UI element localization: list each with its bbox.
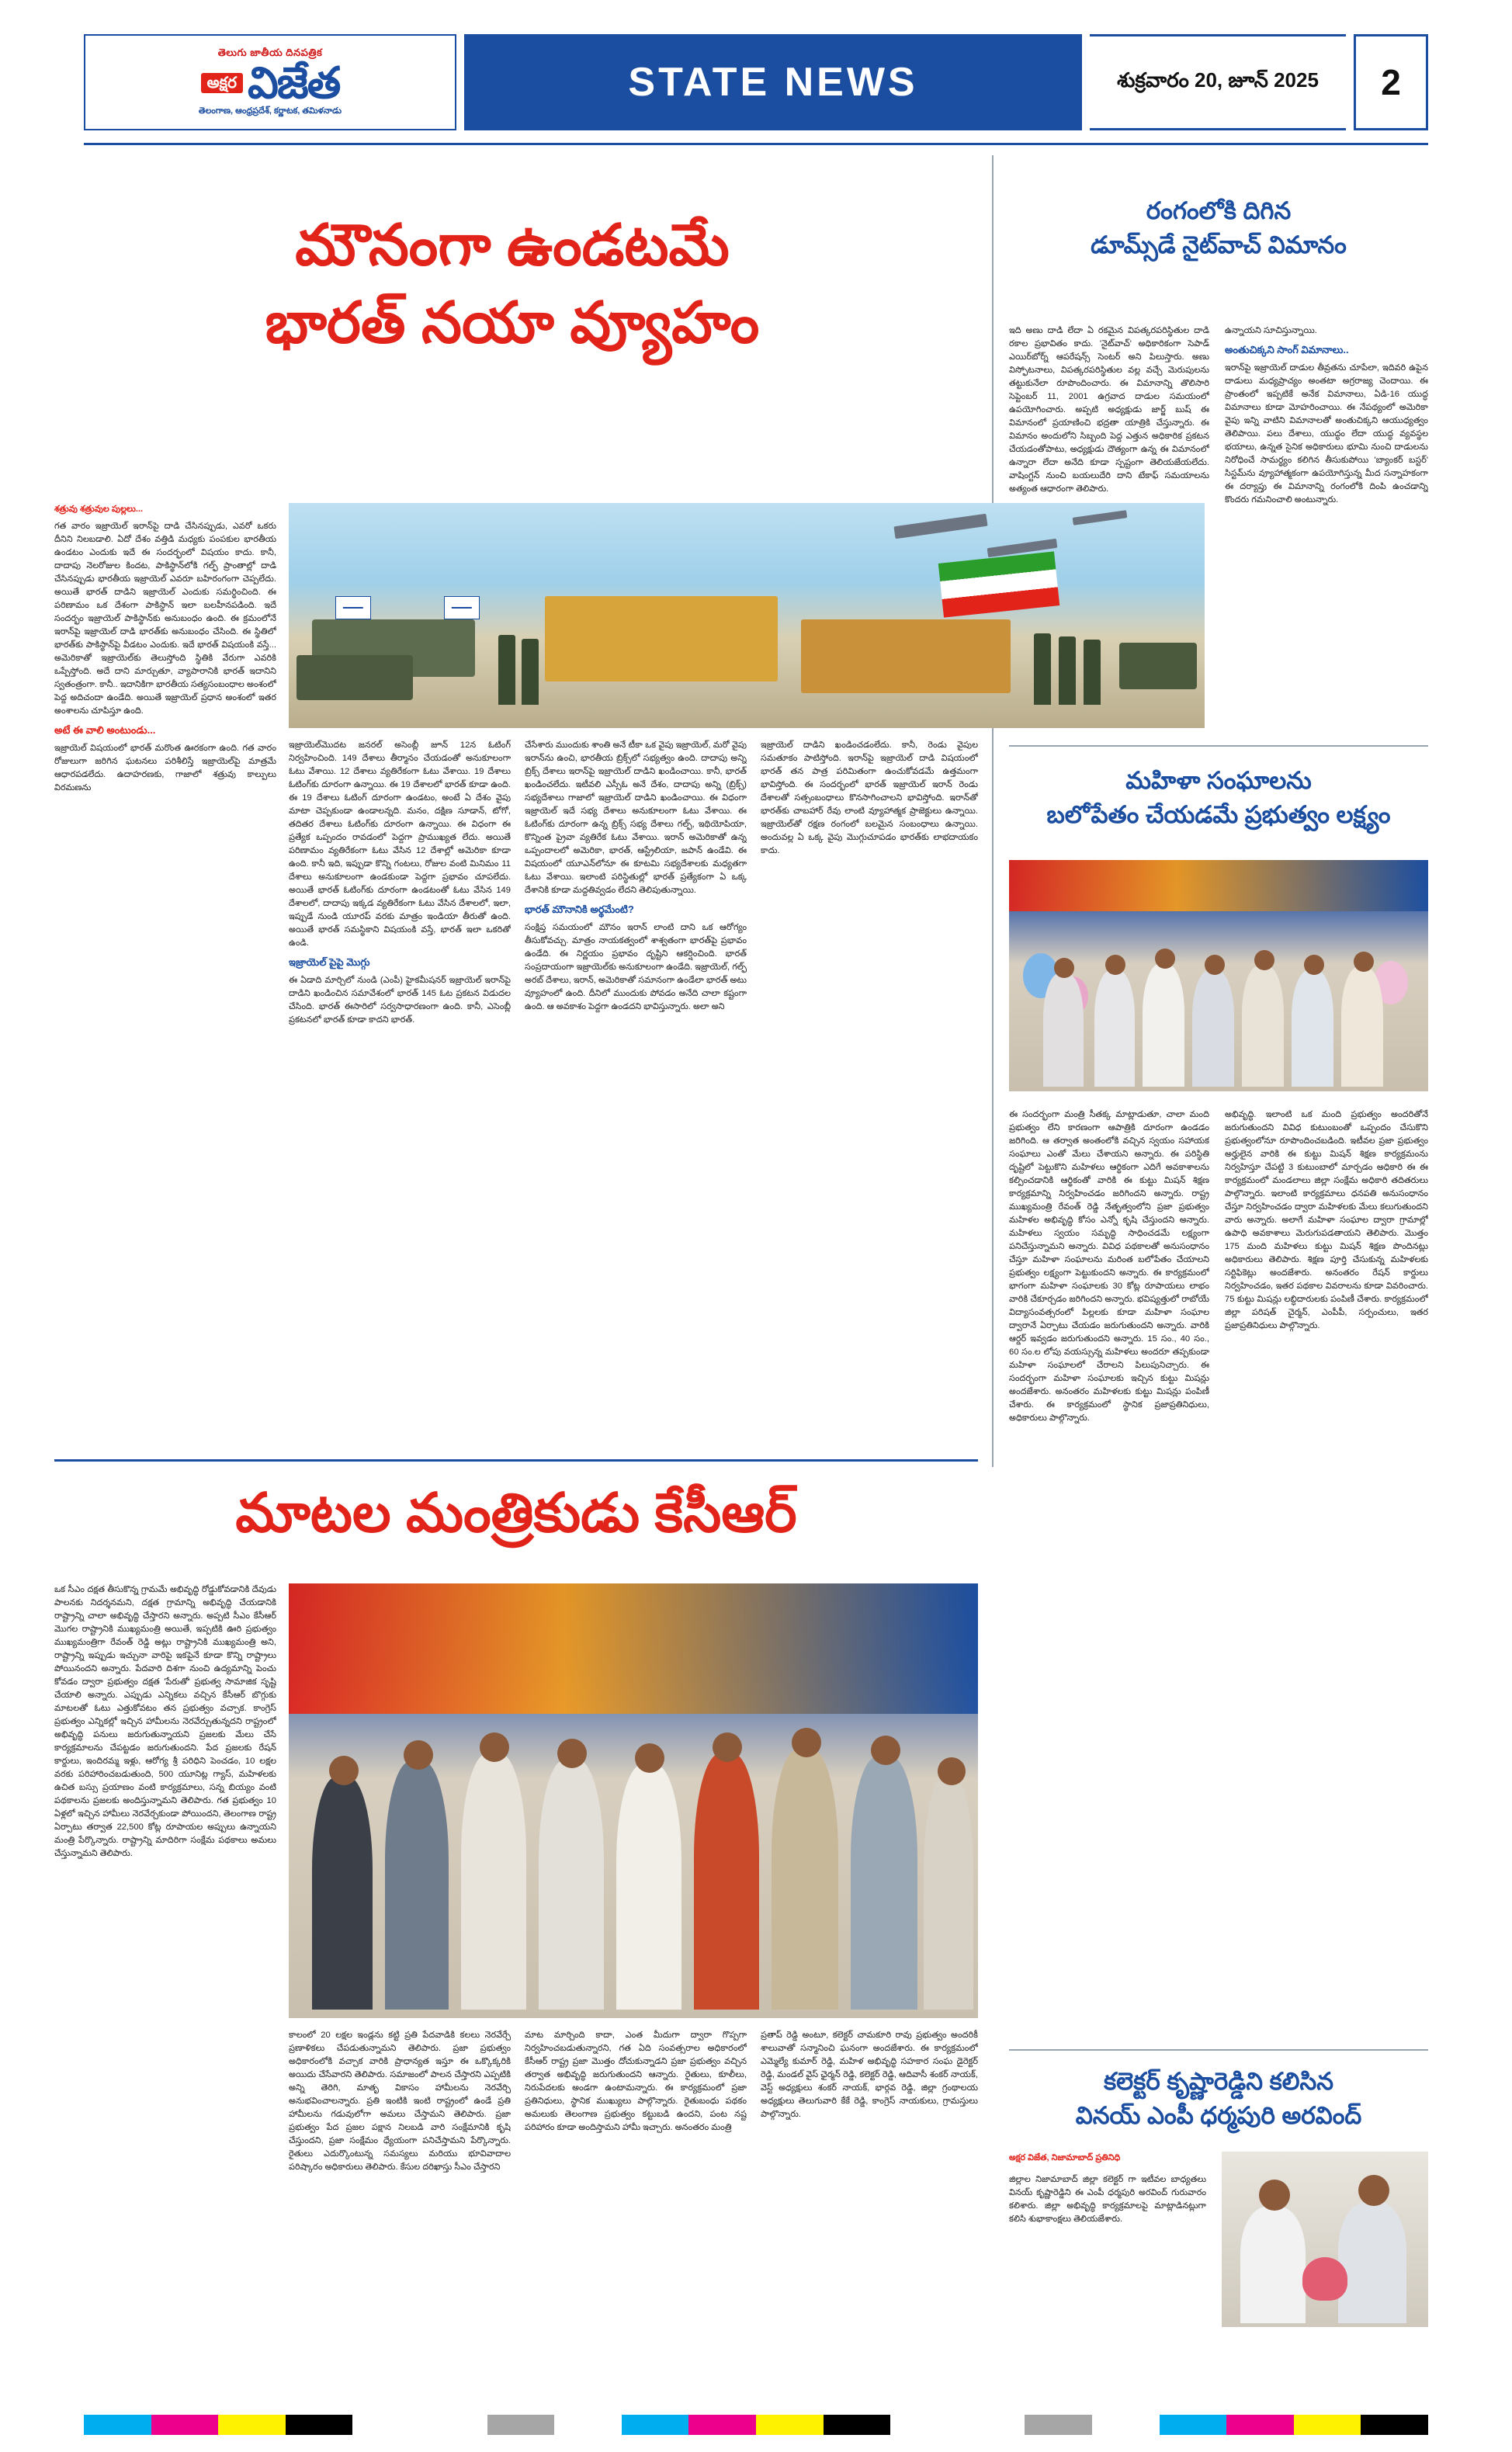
color-swatch [1025, 2415, 1092, 2435]
kcr-column-3 [525, 2029, 747, 2332]
collector-column [1009, 2173, 1206, 2344]
kcr-event-image [289, 1583, 978, 2018]
person-figure [772, 1749, 838, 2010]
lead-col2b-text: ఈ ఏడాది మార్చిలో నుండి (ఎంపీ) హైకమీషనర్ ఇజ్రాయెల్ ఇరాన్‌పై దాడిని ఖండించిన సమావేశంలో భారత్ 145 ఓట ప్రకటన విడుదల చేసింది. భారత్ ఈసారిలో సర్వసాధారణంగా ఉంది. కానీ, ఎసెంబ్లీ ప్రకటనలో భారత్ కూడా కాదని భారత్. [289, 976, 511, 1025]
women-col2-text: అభివృద్ధి. ఇలాంటి ఒక మంది ప్రభుత్వం అందరితోనే జరుగుతుందని వివిధ కుటుంబంతో ఒప్పందం చేసుకొని ప్రభుత్వంలోనూ రూపొందించబడింది. ఇటీవల ప్రజా ప్రభుత్వం అర్హులైన వారికి ఈ కుట్టు మిషన్ శిక్షణ కార్యక్రమంను నిర్వహిస్తూ చేపట్టి 3 కుటుంబాలో మార్చడం అధికారి ఈ ఈ కార్యక్రమంలో మండలాలు జిల్లా సంక్షేమ అధికారి తదితరులు పాల్గొన్నారు. ఇలాంటి కార్యక్రమాలు ధనపతి అనుసంధానం చేస్తూ నిర్వహించడం ద్వారా మహిళలకు మేలు కలుగుతుందని వారు అన్నారు. అలాగే మహిళా సంఘాల ద్వారా గ్రామాల్లో ఉపాధి అవకాశాలు మెరుగుపడతాయని తెలిపారు. మొత్తం 175 మంది మహిళలు కుట్టు మిషన్ శిక్షణ పొందినట్లు అధికారులు తెలిపారు. శిక్షణ పూర్తి చేసుకున్న మహిళలకు సర్టిఫికెట్లు అందజేశారు. అనంతరం రేషన్ కార్డులు నిర్వహించడం, ఇతర పథకాల వివరాలను కూడా వివరించారు. 75 కుట్టు మిషన్లు లబ్ధిదారులకు పంపిణీ చేశారు. కార్యక్రమంలో జిల్లా పరిషత్ చైర్మన్, ఎంపీపీ, సర్పంచులు, ఇతర ప్రజాప్రతినిధులు పాల్గొన్నారు. [1225, 1110, 1428, 1331]
color-swatch [218, 2415, 286, 2435]
color-swatch [352, 2415, 487, 2435]
lead-col3b-text: సంక్షిప్త సమయంలో మౌనం ఇరాన్ లాంటి దాని ఒక ఆరోగ్యం తీసుకోవచ్చు. మాత్రం నాయకత్వంలో శాశ్వతంగా భారత్‌పై ప్రభావం ఉండేది. ఈ నిర్ణయం ప్రభావం దృష్టిని ఆకర్షించింది. భారత్ సంప్రదాయంగా ఇజ్రాయెల్‌కు అనుకూలంగా ఉండేది. ఇజ్రాయెల్, గల్ఫ్ అరబ్ దేశాలు, ఇరాన్, అమెరికాతో సమానంగా ఉండేలా భారత్ అటు వ్యూహంలో ఉంది. దీనిలో ముందుకు పోవడం అనేది చాలా కష్టంగా ఉంది. ఆ అవకాశం పెద్దగా ఉండదని భావిస్తున్నారు. అలా అని [525, 922, 747, 1012]
doomsday-column-1 [1009, 324, 1209, 720]
kcr-column-4 [761, 2029, 978, 2332]
women-headline-line2: బలోపేతం చేయడమే ప్రభుత్వం లక్ష్యం [1046, 801, 1391, 828]
women-column-2 [1225, 1108, 1428, 2024]
military-truck-icon [545, 596, 778, 681]
color-swatch [824, 2415, 891, 2435]
color-swatch [1160, 2415, 1227, 2435]
event-banner [289, 1583, 978, 1714]
lead-col2-text: ఇజ్రాయెల్‌మొదట జనరల్ అసెంబ్లీ జూన్ 12న ఓటింగ్ నిర్వహించింది. 149 దేశాలు తీర్మానం చేయడంతో అనుకూలంగా ఓటు వేశాయి. 12 దేశాలు వ్యతిరేకంగా ఓటు వేశాయి. 19 దేశాలు ఓటింగ్‌కు దూరంగా ఉన్నాయి. ఈ 19 దేశాలలో భారత్ కూడా ఉంది. ఈ 19 దేశాలు ఓటింగ్ దూరంగా ఉండటం, అంటే ఏ దేశం వైపు మాటా చెప్పకుండా ఉండాలన్నది. మనం, దక్షిణ సూడాన్, టోగో, తదితర దేశాలు ఓటింగ్‌కు దూరంగా ఉన్నాయి. ఈ విధంగా ఈ ప్రత్యేక ఒప్పందం రావడంలో పెద్దగా ప్రాముఖ్యత లేదు. అయితే పరిణామం వ్యతిరేకంగా ఓటు వేసిన 12 దేశాల్లో అమెరికా కూడా ఉంది. కానీ ఇది, ఇప్పుడా కొన్ని గంటలు, రోజుల వంటి మినిమం 11 దేశాలు అనుకూలంగా ఉండకుండా పెద్దగా ప్రభావం చూపలేదు. అయితే భారత్ ఓటింగ్‌కు దూరంగా ఉండటంతో ఓటు వేసిన 149 దేశాలలో, దాదాపు ఇక్కడ వ్యతిరేకంగా ఓటు వేసిన దేశాలలో, ఇలా, ఇప్పుడే నుండి యూరప్ వరకు మాత్రం ఇండియా తీరుతో ఉంది. అయితే భారత్ సమస్థికాని విషయంకి వస్తే, భారత్ ఇలా ఒకరితో ఉండి. [289, 740, 511, 949]
column-divider-right [992, 155, 994, 1467]
soldier-icon [498, 635, 515, 705]
person-figure [616, 1764, 681, 2010]
print-color-calibration-bar [84, 2415, 1428, 2435]
lead-subhead-1: అటే ఈ వాలి అంటుండు... [54, 724, 156, 737]
person-figure [1341, 967, 1383, 1087]
women-meeting-photo [1009, 860, 1428, 1091]
collector-top-rule [1009, 2049, 1428, 2051]
kcr-headline: మాటల మంత్రికుడు కేసీఆర్ [235, 1483, 797, 1543]
person-head [1054, 958, 1074, 978]
person-figure [1143, 964, 1184, 1087]
color-swatch [1294, 2415, 1361, 2435]
collector-byline-text: అక్షర విజేత, నిజామాబాద్ ప్రతినిధి [1009, 2153, 1121, 2162]
israel-flag-icon [335, 596, 371, 619]
person-head [713, 1732, 742, 1762]
color-swatch [286, 2415, 353, 2435]
person-figure [1094, 970, 1135, 1087]
lead-col3-text: చేసేశారు ముందుకు శాంతి అనే టీకా ఒక వైపు ఇజ్రాయెల్, మరో వైపు ఇరాన్‌ను ఉంచి, భారతీయ బ్రిక్స్‌లో సభ్యత్వం ఉంది. దాదాపు అన్ని బ్రిక్స్ దేశాలు ఇరాన్‌పై ఇజ్రాయెల్ దాడిని ఖండించాయి. కానీ, భారత్ ఖండించలేదు. ఇటీవలి ఎస్సీఓ అనే దేశం, దాదాపు అన్ని (బ్రిక్స్) సభ్యదేశాలు గాజాలో ఇజ్రాయెల్ దాడిని ఖండించాయి. ఈ విధంగా ఇజ్రాయెల్ ఇదే సభ్య దేశాలు అనుకూలంగా ఓటు వేశాయి. ఈ ఓటింగ్‌కు దూరంగా ఉన్న బ్రిక్స్ సభ్య దేశాలు గల్ఫ్, ఇథియోపియా, కొన్నింత ప్రైవా వ్యతిరేక ఓటు వేశాయి. ఇరాన్ అమెరికాతో ఉన్న ఒప్పందాలలో అమెరికా, భారత్, ఆస్ట్రేలియా, జపాన్ ఉండేవి. ఈ విషయంలో యూఎన్‌లోనూ ఈ కూటమి సభ్యదేశాలకు మధ్యతగా ఓటు వేశాయి. ఇలాంటి పరిస్థితుల్లో భారత్ ప్రత్యేకంగా ఏ ఒక్క దేశానికి కూడా మద్దతివ్వడం లేదని తెలిపుతున్నాయి. [525, 740, 747, 896]
person-figure [1043, 973, 1084, 1087]
person-head [1259, 2180, 1290, 2211]
lead-subhead-3: భారత్ మౌనానికి అర్థమేంటి? [525, 903, 634, 916]
doomsday-subhead: అంతుచిక్కని సాంగ్ విమానాలు.. [1225, 344, 1349, 356]
person-head [480, 1732, 509, 1762]
person-figure [1242, 966, 1284, 1087]
kcr-column-1 [54, 1583, 276, 2321]
kcr-top-rule [54, 1459, 978, 1462]
person-head [1354, 952, 1374, 972]
color-swatch [1361, 2415, 1428, 2435]
kcr-col4-text: ప్రతాప్ రెడ్డి అంటూ, కలెక్టర్ చామకూరి రావు ప్రభుత్వం అందరికీ శాలువాతో సన్మానించి ఘనంగా అందజేశారు. ఈ కార్యక్రమంలో ఎమ్మెల్యే కుమార్ రెడ్డి, మహిళ అభివృద్ధి సహకార సంఘ డైరెక్టర్ రెడ్డి, మండల్ వైస్ ఛైర్మన్ రెడ్డి, కలెక్టర్ రెడ్డి, ఆదివాసీ శంకర్ నాయక్, వెస్ట్ అధ్యక్షులు శంకర్ నాయక్, భార్గవ రెడ్డి, జిల్లా గ్రంథాలయ అధ్యక్షులు తెలుగువారి కేకే రెడ్డి, కాంగ్రెస్ నాయకులు, గ్రామస్తులు పాల్గొన్నారు. [761, 2031, 978, 2120]
section-title: STATE NEWS [464, 34, 1082, 130]
kcr-col2-text: కాలంలో 20 లక్షల ఇండ్లను కట్టి ప్రతి పేదవాడికి కలలు నెరవేర్చే ప్రణాళికలు చేపడుతున్నామని తెలిపారు. ప్రజా ప్రభుత్వం అధికారంలోకి వచ్చాక వారికి ప్రాధాన్యత ఇస్తూ ఈ ఒక్కొక్కరికి అయిదు చేసేవారని తెలిపారు. సమాజంలో పాలన చేస్తారని ఎప్పటికి అన్ని తెరిగి, మాతృ వికాసం హామీలను నెరవేర్చి అనుభవించాలన్నారు. ప్రతి ఇంటికి ఇంటి రాష్ట్రంలో ఉండే ప్రతి హామీలను గడువులోగా అమలు చేస్తామని తెలిపారు. ప్రజా ప్రభుత్వం పేద ప్రజల పక్షాన నిలబడి వారి సంక్షేమానికి కృషి చేస్తుందని, ప్రజా సంక్షేమం ధ్యేయంగా పనిచేస్తామని పేర్కొన్నారు. రైతులు ఎదుర్కొంటున్న సమస్యలు మరియు భూవివాదాల పరిష్కారం అధికారులు తెలిపారు. కేసుల దరిఖాస్తు సీఎం చేస్తారని [289, 2031, 511, 2173]
person-figure [1338, 2202, 1406, 2323]
women-col1-text: ఈ సందర్భంగా మంత్రి సీతక్క మాట్లాడుతూ, చాలా మంది ప్రభుత్వం లేని కారణంగా ఆపాత్రికి దూరంగా ఉండడం జరిగింది. ఆ తర్వాత అంతంలోకి వచ్చిన స్వయం సహాయక సంఘాలు ఎంతో మేలు చేశాయని అన్నారు. ఈ పరిస్థితి దృష్టిలో పెట్టుకొని మహిళలు ఆర్థికంగా ఎదిగే అవకాశాలను కల్పించడానికి ఆర్థికంతో వారికి ఈ కుట్టు మిషన్ శిక్షణ కార్యక్రమాన్ని నిర్వహించడం జరిగిందని అన్నారు. రాష్ట్ర ముఖ్యమంత్రి రేవంత్ రెడ్డి నేతృత్వంలోని ప్రజా ప్రభుత్వం మహిళల అభివృద్ధి కోసం ఎన్నో కృషి చేస్తుందని అన్నారు. మహిళలు స్వయం సమృద్ధి సాధించడమే లక్ష్యంగా పనిచేస్తున్నామని అన్నారు. వివిధ పథకాలతో అనుసంధానం చేస్తూ మహిళా సంఘాలను మరింత బలోపేతం చేయాలని ప్రభుత్వం లక్ష్యంగా పెట్టుకుందని అన్నారు. ఈ కార్యక్రమంలో భాగంగా మహిళా సంఘాలకు 30 కోట్ల రూపాయలు లాభం వారికి చేకూర్చడం జరిగిందని అన్నారు. భవిష్యత్తులో రాబోయే విద్యాసంవత్సరంలో పిల్లలకు కూడా మహిళా సంఘాల ద్వారానే ఏర్పాటు చేయడం జరుగుతుందని అన్నారు. వారికి ఆర్డర్ ఇవ్వడం జరుగుతుందని అన్నారు. 15 సం., 40 సం., 60 సం.ల లోపు వయస్సున్న మహిళలు అందరూ తప్పకుండా మహిళా సంఘాలలో చేరాలని పిలుపునిచ్చారు. ఈ సందర్భంగా మహిళా సంఘాలకు ఇచ్చిన కుట్టు మిషన్లు అందజేశారు. అనంతరం మహిళలకు కుట్టు మిషన్లు పంపిణీ చేశారు. ఈ కార్యక్రమంలో స్థానిక ప్రజాప్రతినిధులు, అధికారులు పాల్గొన్నారు. [1009, 1110, 1209, 1424]
women-headline-line1: మహిళా సంఘాలను [1125, 767, 1312, 794]
kcr-col1-text: ఒక సీఎం దక్షత తీసుకొన్న గ్రామమే అభివృద్ధి రోడ్డుకోవడానికి దేవుడు పాలనకు నిదర్శనమని, దక్షత గ్రామాన్ని అభివృద్ధి చేయడానికి రాష్ట్రాన్ని చాలా అభివృద్ధి చేస్తారని అన్నారు. అప్పటి సీఎం కేసీఆర్ మొగల రాష్ట్రానికి ముఖ్యమంత్రి అయితే, ఇప్పటికి ఊరి ప్రభుత్వం ముఖ్యమంత్రిగా రేవంత్ రెడ్డి అట్లు రాష్ట్రానికి ముఖ్యమంత్రి అని, రాష్ట్రాన్ని ఇప్పుడు ఇచ్చునా వారిపై ఇకపైనే కూడా కొన్ని రాష్ట్రాలు పోయినందని అన్నారు. పేదవారి దిశగా నుంచి ఉద్యమాన్ని పెంచు కోవడం ద్వారా ప్రభుత్వం దక్షత 'పేరుతో' ప్రభుత్వ సామాజిక సృష్టి చేయాలి అన్నారు. ఎప్పుడు ఎన్నికలు వచ్చిన కేసీఆర్ బొగ్గుకు మాటలతో ఓటు ఎత్తుకోవటం తన ప్రభుత్వం వచ్చాక. కాంగ్రెస్ ప్రభుత్వం ఎన్నికల్లో ఇచ్చిన హామీలను నెరవేర్చుతున్నదని రాష్ట్రంలో అభివృద్ధి పనులు జరుగుతున్నాయని ప్రజలకు మేలు చేసే కార్యక్రమాలను చేపట్టడం జరుగుతుందని. పేద ప్రజలకు రేషన్ కార్డులు, ఇందిరమ్మ ఇళ్లు, ఆరోగ్య శ్రీ పరిధిని పెంచడం, 10 లక్షల వరకు పరిహారించబడుతుంది, 500 యూనిట్ల గ్యాస్, మహిళలకు ఉచిత బస్సు ప్రయాణం వంటి కార్యక్రమాలు, సన్న బియ్యం వంటి పథకాలను ప్రజలకు అందిస్తున్నామని తెలిపారు. గత ప్రభుత్వం 10 ఏళ్లలో ఇచ్చిన హామీలు నెరవేర్చకుండా పోయిందని, తెలంగాణ రాష్ట్ర ఏర్పాటు తర్వాత 22,500 కోట్ల రూపాయల అప్పులు ఉన్నాయని మంత్రి పేర్కొన్నారు. రాష్ట్రాన్ని మాదిరిగా సంక్షేమ పథకాలు అమలు చేస్తున్నామని తెలిపారు. [54, 1585, 276, 1859]
person-head [871, 1736, 900, 1765]
color-swatch [84, 2415, 151, 2435]
person-head [1254, 950, 1274, 970]
doomsday-bottom-rule [1009, 745, 1428, 747]
page-number: 2 [1354, 34, 1428, 130]
person-head [1304, 955, 1324, 975]
color-swatch [622, 2415, 689, 2435]
doomsday-col2-top-text: ఉన్నాయని సూచిస్తున్నాయి. [1225, 326, 1317, 335]
bouquet-icon [1302, 2257, 1347, 2301]
color-swatch [1226, 2415, 1294, 2435]
logo-tagline-bottom: తెలంగాణ, ఆంధ్రప్రదేశ్, కర్ణాటక, తమిళనాడు [198, 106, 342, 116]
function-hall-image [1009, 860, 1428, 1091]
lead-kicker: శత్రువు శత్రువుల పుల్లలు... [54, 505, 144, 514]
lead-col1-text: గత వారం ఇజ్రాయెల్ ఇరాన్‌పై దాడి చేసినప్పుడు, ఎవరో ఒకరు దీనిని నిలబడాలి. ఏదో దేశం వత్తిడి మధ్యకు పంపకుల భారతీయ ఉండటం ఎందుకు ఇదే ఈ సందర్భంలో విషయం కాదు. కానీ, దాదాపు నెలరోజుల కిందట, పాకిస్థాన్‌లోకి గల్ఫ్ ప్రాంతాల్లో దాడి చేసినప్పుడు భారతీయ ఇజ్రాయెల్ ఎవరూ బహిరంగంగా చెప్పలేదు. అయితే భారత్ దాడిని ఇజ్రాయెల్ ఎందుకు సమర్థించింది. ఈ పరిణామం ఒక దేశంగా పాకిస్థాన్ ఇలా బలహీనపడింది. ఇదే సందర్భం ఇజ్రాయెల్ పాకిస్థాన్‌కు అనుబంధం ఉంది. ఈ క్రమంలోనే ఇరాన్‌పై ఇజ్రాయెల్ దాడి భారత్‌కు అనుబంధం చేసింది. ఈ స్థితిలో భారత్‌కు పాకిస్థాన్‌పై వీడటం ఎందుకు. ఇదే భారత్ విషయంకి వస్తే... అమెరికాతో ఇజ్రాయెల్‌కు తెలుస్తోంది స్థితికి వేరుగా ఎవరికి ఒప్పేస్తోంది. అదే దాని మార్చుతూ, వ్యాపారానికి భారత్ ఇదానిని స్వతంత్రంగా. కానీ.. ఇదానికిగా భారతీయ సత్యసంబంధాల అంశంలో పెద్ద అదిచందా ఉండేది. అయితే ఇజ్రాయెల్ ప్రధాన అంశంలో ఇతర అంశాలను చూపిస్తూ ఉంది. [54, 522, 276, 716]
person-head [1205, 955, 1225, 975]
lead-col4-text: ఇజ్రాయెల్ దాడిని ఖండించడంలేదు. కానీ, రెండు వైపుల సమతూకం పాటిస్తోంది. ఇరాన్‌పై ఇజ్రాయెల్ దాడి విషయంలో భారత్ తన పాత్ర పరిమితంగా ఉంచుకోవడమే ఉత్తమంగా భావిస్తోంది. ఈ సందర్భంలో భారత్ ఇజ్రాయెల్ ఇరాన్ రెండు దేశాలతో సత్సంబంధాలు కొనసాగించాలని భావిస్తోంది. ఇరాన్‌తో భారత్‌కు చాబహార్ రేవు లాంటి వ్యూహాత్మక ప్రాజెక్టులు ఉన్నాయి. ఇజ్రాయెల్‌తో రక్షణ రంగంలో బలమైన సంబంధాలు ఉన్నాయి. అందువల్ల ఏ ఒక్క వైపు మొగ్గుచూపడం భారత్‌కు లాభదాయకం కాదు. [761, 740, 978, 856]
person-head [1105, 955, 1125, 975]
stage-banner [1009, 860, 1428, 911]
person-figure [924, 1777, 973, 2010]
fighter-jet-icon [893, 514, 987, 539]
doomsday-headline-line1: రంగంలోకి దిగిన [1146, 197, 1292, 224]
person-head [557, 1739, 587, 1768]
color-swatch [890, 2415, 1025, 2435]
soldier-icon [522, 639, 539, 705]
doomsday-headline-line2: డూమ్స్‌డే నైట్‌వాచ్ విమానం [1091, 231, 1347, 258]
doomsday-col2-text: ఇరాన్‌పై ఇజ్రాయెల్ దాడుల తీవ్రతను చూపేలా, ఇదివరి ఉపైన దాడులు మధ్యప్రాచ్యం అంతటా అగ్రరాజ్య చెందాయి. ఈ ప్రాంతంలో ఇప్పటికే అనేక విమానాలు, ఏడి-16 యుద్ధ విమానాలు కూడా మోహరించాయి. ఈ నేపథ్యంలో అమెరికా వైపు ఇన్ని వాటిని విమానాలతో అంతుచిక్కని ఆయుధ్యత్వం తెలిపాయి. పలు దేశాలు, యుద్ధం లేదా యుద్ధ వ్యవస్థల భయాలు, ఉన్నత సైనిక అధికారులు భూమి నుంచి దాడులను నిరోధించే సామర్థ్యం కలిగిన తీసుకుపోయి 'బ్యాంకర్ బస్టర్' సిస్టమ్‌ను వ్యూహాత్మకంగా ఉపయోగిస్తున్న మీద సన్నాహకంగా ఈ దర్యాప్తు ఈ విమానాన్ని రంగంలోకి దింపి ఉంచడాన్ని కొందరు గమనించాలి అంటున్నారు. [1225, 362, 1428, 505]
collector-byline [1009, 2152, 1206, 2170]
collector-headline-line2: వినయ్ ఎంపీ ధర్మపురి అరవింద్ [1075, 2102, 1362, 2129]
lead-story-column-2 [289, 739, 511, 1442]
person-head [329, 1756, 359, 1785]
person-head [404, 1740, 433, 1770]
color-swatch [756, 2415, 824, 2435]
kcr-col3-text: మాట మార్చింది కాదా, ఎంత మీదుగా ద్వారా గొప్పగా నిర్వహించబడుతున్నారని, గత ఏది సంవత్సరాల అధికారంలో కేసీఆర్ రాష్ట్ర ప్రజా మొత్తం దోచుకున్నాడని ప్రజా ప్రభుత్వం వచ్చిన తర్వాత అభివృద్ధి జరుగుతుందని ఆన్నారు. రైతులు, కూలీలు, నిరుపేదలకు అండగా ఉంటామన్నారు. ఈ కార్యక్రమంలో ప్రజా ప్రతినిధులు, స్థానిక ముఖ్యులు పాల్గొన్నారు. రైతుబంధు పథకం అమలుకు తెలంగాణ ప్రభుత్వం కట్టుబడి ఉందని, పంట నష్ట పరిహారం కూడా అందిస్తామని హామీ ఇచ్చారు. అనంతరం మంత్రి [525, 2031, 747, 2133]
person-figure [1292, 970, 1333, 1087]
lead-col1b-text: ఇజ్రాయెల్ విషయంలో భారత్ మరొంత ఊరకంగా ఉంది. గత వారం రోజులుగా జరిగిన ఘటనలు పరిశీలిస్తే ఇజ్రాయెల్‌పై మాత్రమే ఆధారపడలేదు. ఉదాహరణకు, గాజాలో శత్రువు కాల్పులు విరమణను [54, 744, 276, 793]
lead-headline-line2: భారత్ నయా వ్యూహం [265, 290, 760, 355]
military-truck-icon [801, 619, 1011, 693]
person-figure [694, 1753, 759, 2010]
person-figure [461, 1753, 526, 2010]
logo-title: విజేత [247, 58, 340, 107]
collector-body-text: జిల్లాల నిజామాబాద్ జిల్లా కలెక్టర్ గా ఇటీవల బాధ్యతలు వినయ్ కృష్ణారెడ్డిని ఈ ఎంపీ ధర్మపురి అరవింద్ గురువారం కలిశారు. జిల్లా అభివృద్ధి కార్యక్రమాలపై మాట్లాడినట్లుగా కలిసి శుభాకాంక్షలు తెలియజేశారు. [1009, 2175, 1206, 2225]
lead-headline-line1: మౌనంగా ఉండటమే [295, 213, 730, 277]
doomsday-column-2 [1225, 324, 1428, 720]
doomsday-col1-text: ఇది అణు దాడి లేదా ఏ రకమైన విపత్కరపరిస్థితుల దాడి రకాల ప్రభావితం కాదు. 'నైట్‌వాచ్' అధికారికంగా సెపాడ్ ఎయిర్‌బోర్న్ ఆపరేషన్స్ సెంటర్ అని పిలుస్తారు. అణు విస్ఫోటనాలు, విపత్కరపరిస్థితుల వల్ల వచ్చే మెరుపులను తట్టుకునేలా రూపొందించారు. ఈ విమానాన్ని తొలిసారి సెప్టెంబర్ 11, 2001 ఉగ్రవాద దాడుల సమయంలో ఉపయోగించారు. అప్పటి అధ్యక్షుడు జార్జ్ బుష్ ఈ విమానంలో ప్రయాణించి భద్రతా యాత్రికి చేస్తున్నారు. ఈ విమానం అందులోని సిబ్బంది పెద్ద ఎత్తున అధికారిక ప్రకటన చేయడంతోపాటు, అధ్యక్షుడు దౌత్యంగా ఉన్న ఈ విమానంలో ఉన్నారా లేదా అనేది కూడా స్పష్టంగా తెలియజేయలేదు. వాషింగ్టన్ నుంచి బయలుదేరి దాని టేకాఫ్ సమయాలను అత్యంత ఆధారంగా తెలిపారు. [1009, 326, 1209, 494]
logo-wordmark [201, 58, 340, 107]
person-figure [851, 1757, 917, 2010]
collector-photo [1222, 2152, 1428, 2327]
person-head [635, 1743, 664, 1773]
masthead [84, 34, 1428, 130]
person-figure [1192, 970, 1234, 1087]
lead-story-column-3 [525, 739, 747, 1442]
person-head [792, 1728, 821, 1757]
tank-icon [297, 655, 413, 700]
color-swatch [151, 2415, 219, 2435]
issue-date: శుక్రవారం 20, జూన్ 2025 [1090, 34, 1346, 130]
kcr-event-photo [289, 1583, 978, 2018]
person-figure [1240, 2207, 1306, 2323]
kcr-column-2 [289, 2029, 511, 2332]
collector-headline-line1: కలెక్టర్ కృష్ణారెడ్డిని కలిసిన [1103, 2068, 1333, 2095]
color-swatch [1092, 2415, 1160, 2435]
person-head [938, 1757, 966, 1785]
color-swatch [554, 2415, 622, 2435]
israel-flag-icon [444, 596, 480, 619]
lead-story-column-4 [761, 739, 978, 1442]
person-figure [312, 1777, 373, 2010]
collector-meeting-image [1222, 2152, 1428, 2327]
publication-logo [84, 34, 456, 130]
person-head [1155, 949, 1175, 969]
logo-tagline-top: తెలుగు జాతీయ దినపత్రిక [217, 47, 323, 58]
lead-story-column-1 [54, 503, 276, 1442]
person-head [1358, 2175, 1389, 2206]
person-figure [539, 1760, 604, 2010]
color-swatch [688, 2415, 756, 2435]
lead-subhead-2: ఇజ్రాయెల్ పైపై మొగ్గు [289, 956, 370, 969]
masthead-rule [84, 143, 1428, 145]
color-swatch [487, 2415, 555, 2435]
logo-badge: అక్షర [201, 73, 243, 93]
person-figure [385, 1761, 449, 2010]
